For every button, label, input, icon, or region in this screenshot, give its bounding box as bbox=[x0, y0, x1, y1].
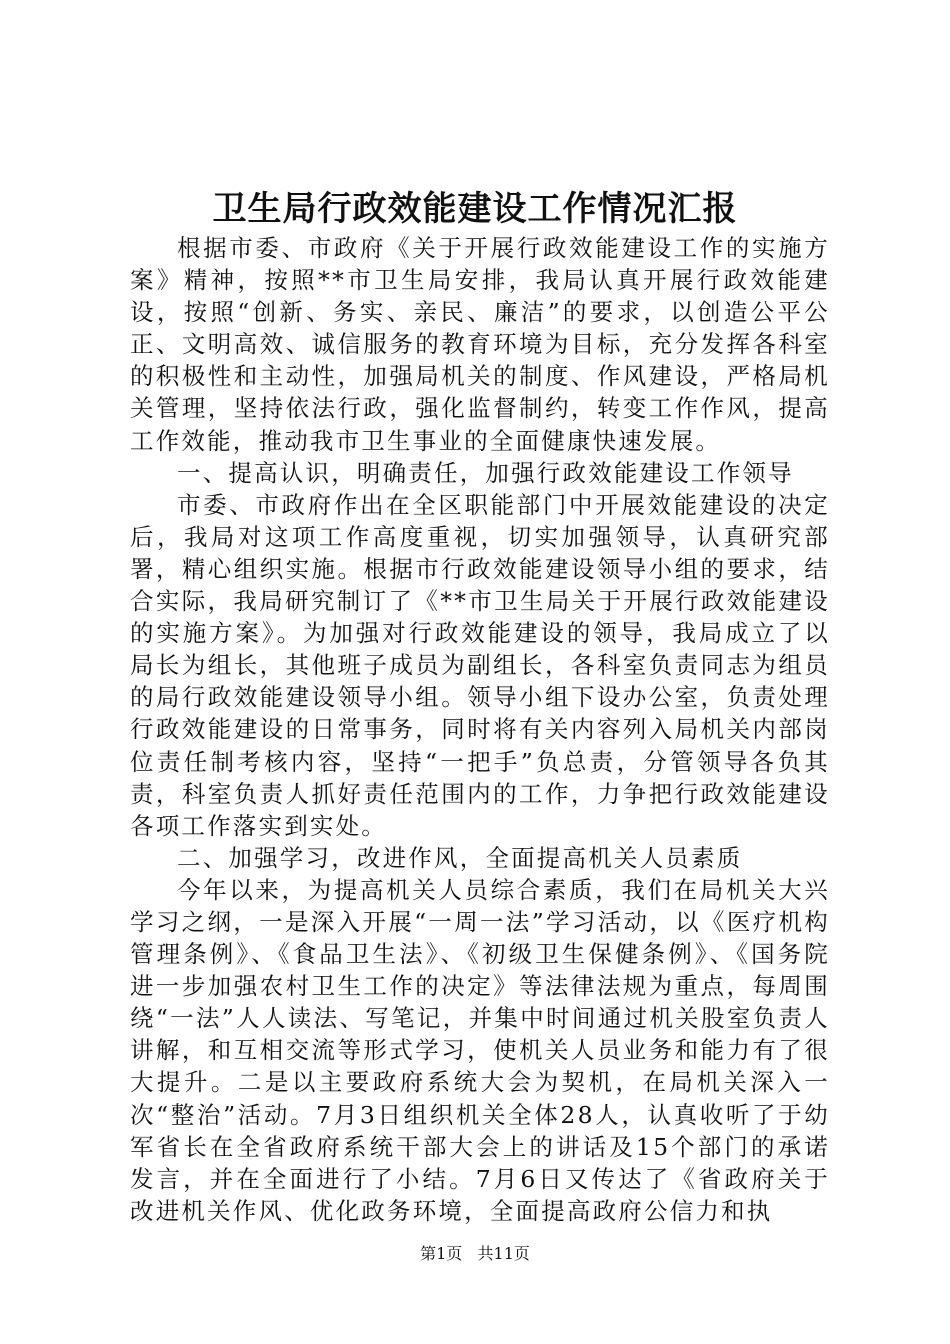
intro-paragraph: 根据市委、市政府《关于开展行政效能建设工作的实施方案》精神，按照**市卫生局安排，我局认真开展行政效能建设，按照“创新、务实、亲民、廉洁”的要求，以创造公平公正、文明高效、诚信服务的教育环境为目标，充分发挥各科室的积极性和主动性，加强局机关的制度、作风建设，严格局机关管理，坚持依法行政，强化监督制约，转变工作作风，提高工作效能，推动我市卫生事业的全面健康快速发展。 bbox=[130, 234, 830, 455]
section-heading-1: 一、提高认识，明确责任，加强行政效能建设工作领导 bbox=[177, 458, 794, 487]
total-pages: 共11页 bbox=[477, 1244, 530, 1263]
document-title: 卫生局行政效能建设工作情况汇报 bbox=[212, 189, 738, 229]
page-number: 第1页 bbox=[420, 1244, 463, 1263]
footer-spacer bbox=[467, 1244, 472, 1263]
section-1-paragraph: 市委、市政府作出在全区职能部门中开展效能建设的决定后，我局对这项工作高度重视，切实加强领导，认真研究部署，精心组织实施。根据市行政效能建设领导小组的要求，结合实际，我局研究制订了《**市卫生局关于开展行政效能建设的实施方案》。为加强对行政效能建设的领导，我局成立了以局长为组长，其他班子成员为副组长，各科室负责同志为组员的局行政效能建设领导小组。领导小组下设办公室，负责处理行政效能建设的日常事务，同时将有关内容列入局机关内部岗位责任制考核内容，坚持“一把手”负总责，分管领导各负其责，科室负责人抓好责任范围内的工作，力争把行政效能建设各项工作落实到实处。 bbox=[130, 490, 830, 840]
document-body bbox=[130, 232, 830, 1227]
section-heading-2: 二、加强学习，改进作风，全面提高机关人员素质 bbox=[177, 843, 743, 872]
page-footer bbox=[0, 1243, 950, 1265]
section-2-paragraph: 今年以来，为提高机关人员综合素质，我们在局机关大兴学习之纲，一是深入开展“一周一法”学习活动，以《医疗机构管理条例》、《食品卫生法》、《初级卫生保健条例》、《国务院进一步加强农村卫生工作的决定》等法律法规为重点，每周围绕“一法”人人读法、写笔记，并集中时间通过机关股室负责人讲解，和互相交流等形式学习，使机关人员业务和能力有了很大提升。二是以主要政府系统大会为契机，在局机关深入一次“整治”活动。7月3日组织机关全体28人，认真收听了于幼军省长在全省政府系统干部大会上的讲话及15个部门的承诺发言，并在全面进行了小结。7月6日又传达了《省政府关于改进机关作风、优化政务环境，全面提高政府公信力和执 bbox=[130, 875, 830, 1225]
